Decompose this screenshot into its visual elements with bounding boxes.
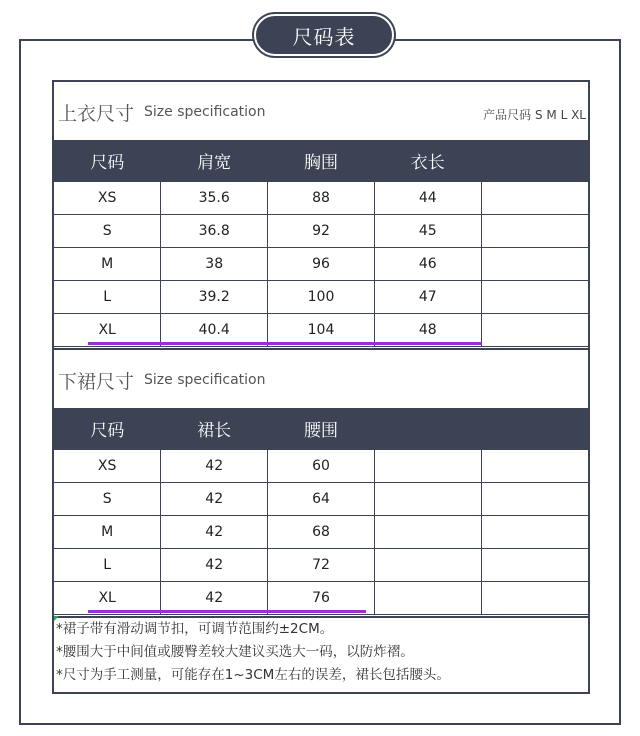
top-section-header bbox=[54, 82, 588, 138]
sizes-note: 产品尺码 S M L XL bbox=[483, 108, 586, 122]
top-size-table bbox=[54, 140, 588, 347]
column-header: 尺码 bbox=[54, 140, 161, 182]
table-cell: 76 bbox=[268, 582, 375, 615]
table-cell: M bbox=[54, 248, 161, 281]
column-header bbox=[374, 408, 481, 450]
table-row bbox=[54, 483, 588, 516]
table-cell: L bbox=[54, 549, 161, 582]
table-cell bbox=[481, 549, 588, 582]
table-cell: 42 bbox=[161, 483, 268, 516]
table-cell: 35.6 bbox=[161, 182, 268, 215]
column-header: 胸围 bbox=[268, 140, 375, 182]
table-cell: 72 bbox=[268, 549, 375, 582]
table-cell bbox=[481, 215, 588, 248]
table-cell: L bbox=[54, 281, 161, 314]
notes bbox=[56, 618, 450, 687]
table-cell: XL bbox=[54, 314, 161, 347]
table-cell: XL bbox=[54, 582, 161, 615]
table-cell bbox=[374, 582, 481, 615]
table-cell: 44 bbox=[374, 182, 481, 215]
table-cell: 68 bbox=[268, 516, 375, 549]
bottom-heading-zh: 下裙尺寸 bbox=[58, 371, 135, 393]
table-cell: M bbox=[54, 516, 161, 549]
table-header-row bbox=[54, 408, 588, 450]
table-cell: 42 bbox=[161, 516, 268, 549]
table-cell bbox=[374, 549, 481, 582]
table-cell bbox=[374, 516, 481, 549]
table-cell: 96 bbox=[268, 248, 375, 281]
table-row bbox=[54, 450, 588, 483]
table-cell bbox=[481, 582, 588, 615]
bottom-size-table bbox=[54, 408, 588, 615]
table-row bbox=[54, 516, 588, 549]
table-cell: S bbox=[54, 215, 161, 248]
table-cell: 45 bbox=[374, 215, 481, 248]
table-cell: 48 bbox=[374, 314, 481, 347]
table-row bbox=[54, 281, 588, 314]
table-cell bbox=[481, 248, 588, 281]
top-heading-en: Size specification bbox=[144, 104, 266, 120]
table-cell: 38 bbox=[161, 248, 268, 281]
table-row bbox=[54, 215, 588, 248]
column-header: 肩宽 bbox=[161, 140, 268, 182]
table-cell: XS bbox=[54, 182, 161, 215]
highlight-line bbox=[88, 610, 366, 613]
table-cell: 100 bbox=[268, 281, 375, 314]
table-cell bbox=[481, 516, 588, 549]
table-cell bbox=[481, 450, 588, 483]
table-row bbox=[54, 182, 588, 215]
table-cell bbox=[481, 281, 588, 314]
column-header: 裙长 bbox=[161, 408, 268, 450]
table-cell bbox=[481, 314, 588, 347]
table-cell bbox=[374, 483, 481, 516]
table-cell bbox=[374, 450, 481, 483]
table-cell: 92 bbox=[268, 215, 375, 248]
table-cell: 42 bbox=[161, 450, 268, 483]
size-chart-panel bbox=[52, 80, 590, 694]
note-line: *腰围大于中间值或腰臀差较大建议买选大一码，以防炸褶。 bbox=[56, 644, 414, 660]
highlight-line bbox=[88, 342, 482, 345]
note-line: *尺寸为手工测量，可能存在1~3CM左右的误差，裙长包括腰头。 bbox=[56, 667, 450, 683]
table-cell bbox=[481, 483, 588, 516]
table-cell: 40.4 bbox=[161, 314, 268, 347]
bottom-heading-en: Size specification bbox=[144, 372, 266, 388]
table-cell: 46 bbox=[374, 248, 481, 281]
table-cell: 39.2 bbox=[161, 281, 268, 314]
page-title: 尺码表 bbox=[254, 14, 394, 56]
table-cell: 104 bbox=[268, 314, 375, 347]
column-header: 腰围 bbox=[268, 408, 375, 450]
column-header: 衣长 bbox=[374, 140, 481, 182]
table-header-row bbox=[54, 140, 588, 182]
table-cell: 47 bbox=[374, 281, 481, 314]
table-row bbox=[54, 248, 588, 281]
table-cell: 60 bbox=[268, 450, 375, 483]
table-cell: 42 bbox=[161, 549, 268, 582]
table-cell: 36.8 bbox=[161, 215, 268, 248]
table-row bbox=[54, 549, 588, 582]
table-cell bbox=[481, 182, 588, 215]
column-header bbox=[481, 140, 588, 182]
table-cell: 64 bbox=[268, 483, 375, 516]
column-header bbox=[481, 408, 588, 450]
table-cell: 42 bbox=[161, 582, 268, 615]
table-cell: 88 bbox=[268, 182, 375, 215]
top-heading-zh: 上衣尺寸 bbox=[58, 103, 135, 125]
bottom-section-header bbox=[54, 350, 588, 406]
note-line: *裙子带有滑动调节扣，可调节范围约±2CM。 bbox=[56, 621, 334, 637]
column-header: 尺码 bbox=[54, 408, 161, 450]
table-cell: S bbox=[54, 483, 161, 516]
table-cell: XS bbox=[54, 450, 161, 483]
